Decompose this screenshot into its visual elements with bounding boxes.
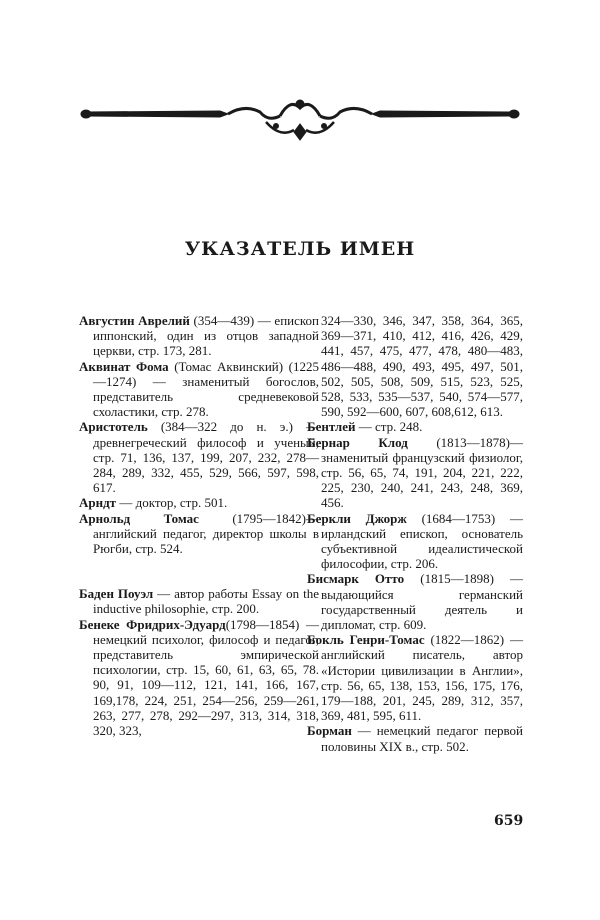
entry-name: Бернар Клод bbox=[307, 434, 408, 450]
entry-text: (1795—1842)— английский педагог, директор школы в Рюгби, стр. 524. bbox=[93, 510, 319, 557]
index-entry bbox=[79, 419, 319, 495]
entry-text: — немецкий педагог первой половины XIX в., стр. 502. bbox=[321, 723, 523, 754]
entry-text: — доктор, стр. 501. bbox=[116, 495, 228, 511]
entry-text: (354—439) — епископ иппонский, один из отцов западной церкви, стр. 173, 281. bbox=[93, 313, 319, 359]
page-title: УКАЗАТЕЛЬ ИМЕН bbox=[184, 238, 416, 260]
entry-text: (1822—1862) —английский писатель, автор «Истории цивилизации в Англии», стр. 56, 65, 138, 153, 156, 175, 176, 179—188, 201, 245, 289, 312, 357, 369, 481, 595, 611. bbox=[321, 632, 523, 724]
index-entry bbox=[307, 435, 523, 511]
entry-text: (1813—1878)— знаменитый французский физиолог, стр. 56, 65, 74, 191, 204, 221, 222, 225, 230, 240, 241, 243, 248, 369, 456. bbox=[321, 434, 523, 511]
index-entry bbox=[79, 617, 319, 739]
entry-name: Беркли Джорж bbox=[307, 510, 407, 526]
entry-text: (384—322 до н. э.) — древнегреческий философ и ученый, стр. 71, 136, 137, 199, 207, 232, 278—284, 289, 332, 455, 529, 566, 597, 598, 617. bbox=[93, 419, 319, 496]
entry-name: Бисмарк Отто bbox=[307, 571, 405, 587]
entry-name: Бентлей bbox=[307, 419, 356, 435]
index-entry bbox=[79, 313, 319, 359]
continuation-text: 324—330, 346, 347, 358, 364, 365, 369—371, 410, 412, 416, 426, 429, 441, 457, 475, 477, 478, 480—483, 486—488, 490, 493, 495, 497, 501, 502, 505, 508, 509, 515, 523, 525, 528, 533, 535—537, 540, 574—577, 590, 592—600, 607, 608,612, 613. bbox=[321, 313, 523, 420]
entry-name: Арндт bbox=[79, 495, 117, 511]
entry-text: (1798—1854) — немецкий психолог, философ и педагог, представитель эмпирической психологии, стр. 15, 60, 61, 63, 65, 78. 90, 91, 109—112, 121, 141, 166, 167, 169,178, 224, 251, 254—256, 259—261, 263, 277, 278, 292—297, 313, 314, 318, 320, 323, bbox=[93, 616, 319, 739]
index-entry bbox=[79, 495, 319, 510]
index-entry bbox=[307, 632, 523, 723]
entry-name: Арнольд Томас bbox=[79, 510, 199, 526]
index-entry bbox=[79, 586, 319, 616]
index-entry bbox=[307, 511, 523, 572]
right-column bbox=[307, 313, 523, 754]
index-entry bbox=[79, 511, 319, 557]
entry-name: Аквинат Фома bbox=[79, 358, 169, 374]
index-entry bbox=[79, 359, 319, 420]
entry-name: Аристотель bbox=[79, 419, 148, 435]
entry-text: — стр. 248. bbox=[355, 419, 423, 435]
entry-text: (1684—1753) —ирландский епископ, основатель субъективной идеалистической философии, стр. 206. bbox=[321, 510, 523, 572]
entry-text: (Томас Аквинский) (1225—1274) — знаменитый богослов, представитель средневековой схоластики, стр. 278. bbox=[93, 358, 319, 420]
decorative-ornament bbox=[80, 92, 520, 152]
index-entry bbox=[307, 571, 523, 632]
index-entry bbox=[307, 419, 523, 434]
entry-text: (1815—1898) — выдающийся германский государственный деятель и дипломат, стр. 609. bbox=[321, 571, 523, 633]
entry-name: Бокль Генри-Томас bbox=[307, 632, 425, 648]
entry-name: Бенеке Фридрих-Эдуард bbox=[79, 616, 226, 632]
page-number: 659 bbox=[494, 813, 524, 829]
entry-text: — автор работы Essay on the inductive philosophie, стр. 200. bbox=[93, 586, 319, 617]
entry-name: Баден Поуэл bbox=[79, 586, 154, 602]
index-entry bbox=[307, 723, 523, 753]
entry-name: Августин Аврелий bbox=[79, 313, 190, 328]
entry-name: Борман bbox=[307, 723, 352, 739]
left-column bbox=[79, 313, 319, 738]
